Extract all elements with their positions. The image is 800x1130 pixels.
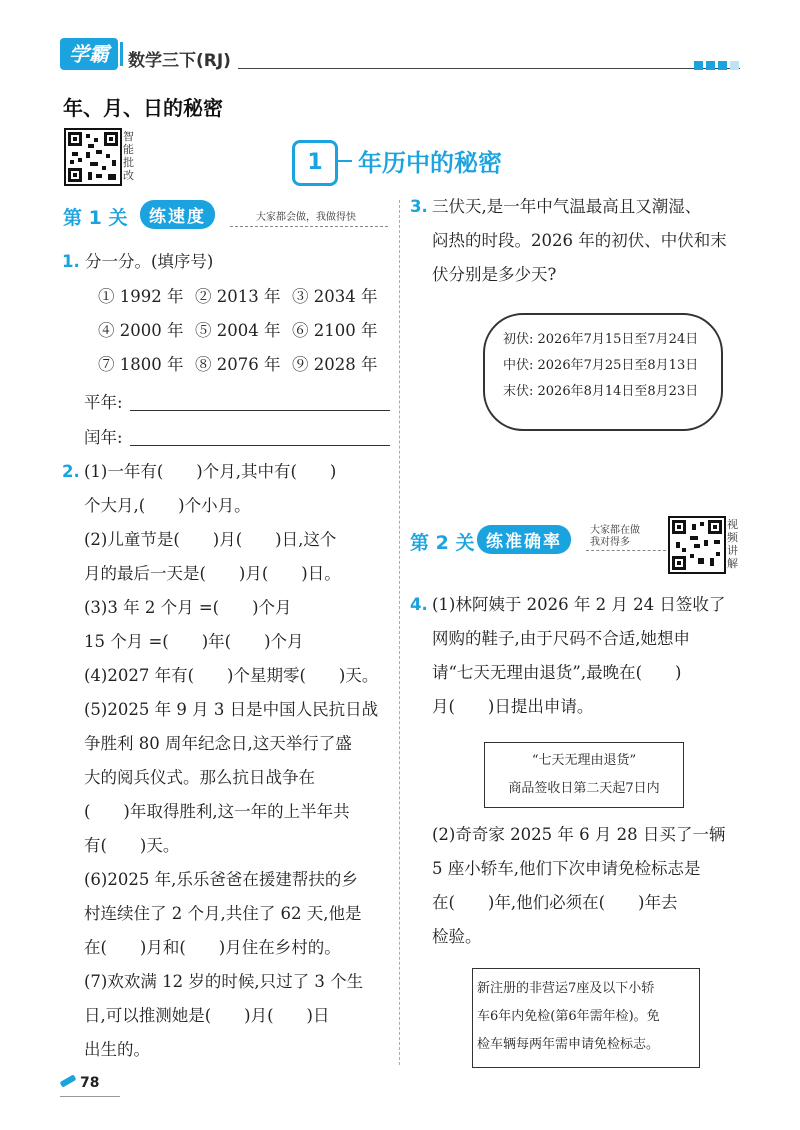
level2-note-line: 我对得多 (590, 537, 630, 548)
question-3-body (432, 190, 727, 292)
year-option: ② 2013 年 (195, 287, 281, 306)
return-policy-title: “七天无理由退货” (531, 753, 637, 768)
question-line: (1)一年有( )个月,其中有( ) (84, 462, 337, 481)
chufu-dates: 初伏: 2026年7月15日至7月24日 (503, 332, 699, 347)
qr-code-icon[interactable] (668, 516, 726, 574)
level1-pill: 练速度 (140, 200, 215, 229)
mofu-dates: 末伏: 2026年8月14日至8月23日 (503, 384, 699, 399)
level2-note (590, 525, 640, 549)
question-line: 大的阅兵仪式。那么抗日战争在 (84, 768, 315, 787)
level1-label: 第 1 关 (63, 207, 128, 229)
question-line: 15 个月 =( )年( )个月 (84, 632, 304, 651)
question-line: (2)儿童节是( )月( )日,这个 (84, 530, 337, 549)
question-4a-body (432, 588, 725, 724)
question-line: (1)林阿姨于 2026 年 2 月 24 日签收了 (432, 595, 726, 614)
year-option: ⑥ 2100 年 (292, 321, 378, 340)
zhongfu-dates: 中伏: 2026年7月25日至8月13日 (503, 358, 699, 373)
inspection-rule-line: 车6年内免检(第6年需年检)。免 (477, 1009, 660, 1024)
question-line: 请“七天无理由退货”,最晚在( ) (432, 663, 682, 682)
question-number: 1. (62, 252, 80, 271)
question-line: 在( )年,他们必须在( )年去 (432, 893, 678, 912)
question-line: (4)2027 年有( )个星期零( )天。 (84, 666, 379, 685)
common-year-answer-line[interactable] (130, 410, 390, 411)
page-number: 78 (80, 1075, 100, 1091)
sanfu-dates-box (483, 313, 723, 431)
year-option: ⑦ 1800 年 (98, 355, 184, 374)
column-divider (399, 200, 400, 1065)
brand-logo: 学霸 (60, 38, 118, 70)
year-option: ⑨ 2028 年 (292, 355, 378, 374)
question-3 (410, 190, 428, 224)
inspection-rule-line: 检车辆每两年需申请免检标志。 (477, 1037, 660, 1052)
year-options (98, 280, 388, 382)
question-line: 伏分别是多少天? (432, 265, 557, 284)
section-title: 年、月、日的秘密 (63, 96, 223, 120)
question-line: 在( )月和( )月住在乡村的。 (84, 938, 341, 957)
question-line: 月( )日提出申请。 (432, 697, 594, 716)
inspection-rule-line: 新注册的非营运7座及以下小轿 (477, 981, 655, 996)
question-line: 三伏天,是一年中气温最高且又潮湿、 (432, 197, 702, 216)
question-line: 个大月,( )个小月。 (84, 496, 251, 515)
lesson-number-badge: 1 (292, 140, 338, 186)
inspection-rule-box (472, 968, 700, 1068)
lesson-title: 年历中的秘密 (358, 149, 502, 177)
question-4b-body (432, 818, 725, 954)
year-row (98, 280, 388, 314)
year-option: ⑤ 2004 年 (195, 321, 281, 340)
question-number: 3. (410, 197, 428, 216)
logo-divider (120, 42, 123, 66)
leap-year-label: 闰年: (84, 428, 123, 447)
return-policy-text: 商品签收日第二天起7日内 (508, 781, 660, 796)
question-line: 村连续住了 2 个月,共住了 62 天,他是 (84, 904, 362, 923)
question-line: 网购的鞋子,由于尺码不合适,她想申 (432, 629, 690, 648)
question-1-title (62, 245, 213, 279)
return-policy-box (484, 742, 684, 808)
question-number: 4. (410, 595, 428, 614)
question-line: (2)奇奇家 2025 年 6 月 28 日买了一辆 (432, 825, 726, 844)
year-option: ① 1992 年 (98, 287, 184, 306)
qr-label: 视频讲解 (727, 518, 738, 570)
question-line: 有( )天。 (84, 836, 180, 855)
header-squares-decoration (694, 55, 742, 74)
question-line: (6)2025 年,乐乐爸爸在援建帮扶的乡 (84, 870, 358, 889)
lesson-connector (338, 160, 352, 162)
qr-label: 智能批改 (123, 130, 134, 182)
level1-note: 大家都会做，我做得快 (256, 212, 356, 223)
question-line: 月的最后一天是( )月( )日。 (84, 564, 341, 583)
year-row (98, 314, 388, 348)
question-line: 争胜利 80 周年纪念日,这天举行了盛 (84, 734, 352, 753)
level2-note-line: 大家都在做 (590, 525, 640, 536)
level1-rule (230, 226, 388, 227)
question-line: 出生的。 (84, 1040, 150, 1059)
question-line: ( )年取得胜利,这一年的上半年共 (84, 802, 350, 821)
question-2-body (84, 455, 378, 1067)
year-option: ⑧ 2076 年 (195, 355, 281, 374)
question-line: (5)2025 年 9 月 3 日是中国人民抗日战 (84, 700, 379, 719)
pencil-icon (60, 1074, 77, 1087)
question-line: 检验。 (432, 927, 482, 946)
question-text: 分一分。(填序号) (85, 252, 214, 271)
question-line: 闷热的时段。2026 年的初伏、中伏和末 (432, 231, 727, 250)
year-option: ④ 2000 年 (98, 321, 184, 340)
question-line: (3)3 年 2 个月 =( )个月 (84, 598, 292, 617)
book-title: 数学三下(RJ) (128, 51, 231, 71)
question-line: (7)欢欢满 12 岁的时候,只过了 3 个生 (84, 972, 364, 991)
qr-code-icon[interactable] (64, 128, 122, 186)
header-rule (238, 68, 740, 69)
year-row (98, 348, 388, 382)
level2-rule (586, 550, 666, 551)
question-number: 2. (62, 462, 80, 481)
common-year-label: 平年: (84, 393, 123, 412)
year-option: ③ 2034 年 (292, 287, 378, 306)
question-line: 5 座小轿车,他们下次申请免检标志是 (432, 859, 701, 878)
question-4 (410, 588, 428, 622)
level2-label: 第 2 关 (410, 532, 475, 554)
question-2 (62, 455, 80, 489)
leap-year-answer-line[interactable] (130, 445, 390, 446)
level2-pill: 练准确率 (477, 525, 571, 554)
question-line: 日,可以推测她是( )月( )日 (84, 1006, 330, 1025)
footer-rule (60, 1096, 120, 1097)
